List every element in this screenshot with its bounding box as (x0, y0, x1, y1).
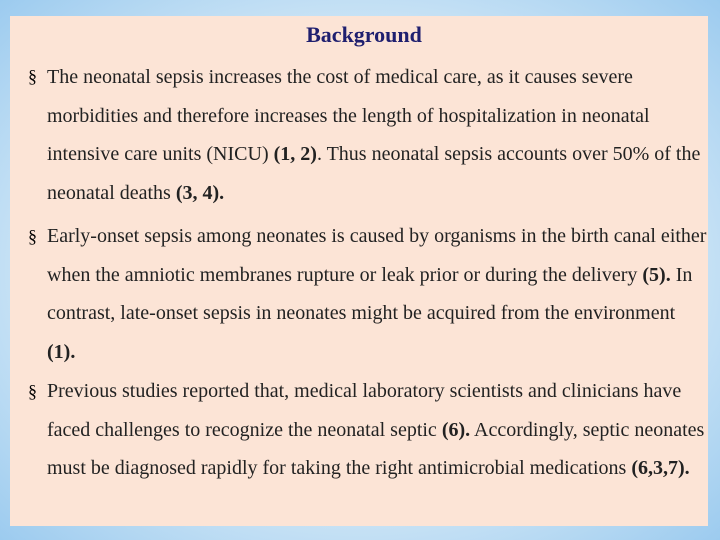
paragraph-text: Early-onset sepsis among neonates is caused by organisms in the birth canal either when the amniotic membranes rupture or leak prior or during the delivery (47, 225, 707, 286)
citation: (6,3,7). (631, 457, 690, 479)
paragraph-text: The neonatal sepsis increases the cost of medical care, as it causes severe morbidities and therefore increases the length of hospitalization in neonatal intensive care units (NICU) (47, 66, 650, 165)
paragraph-text: Previous studies reported that, medical laboratory scientists and clinicians have faced challenges to recognize the neonatal septic (47, 380, 682, 441)
citation: (1, 2) (273, 143, 317, 165)
citation: (1). (47, 340, 76, 363)
paragraph-1 (47, 58, 707, 212)
citation: (5). (642, 263, 671, 286)
paragraph-2 (47, 217, 707, 371)
citation: (6). (441, 418, 471, 441)
bullet-icon: § (28, 381, 37, 401)
slide-title: Background (306, 22, 422, 47)
paragraph-text: Accordingly, septic neonates must be diagnosed rapidly for taking the right antimicrobial medications (47, 418, 705, 479)
bullet-icon: § (28, 226, 37, 246)
citation: (3, 4). (175, 181, 225, 204)
paragraph-text: In contrast, late-onset sepsis in neonates might be acquired from the environment (47, 263, 693, 324)
paragraph-text: . Thus neonatal sepsis accounts over 50% of the neonatal deaths (47, 143, 701, 204)
paragraph-3 (47, 372, 707, 488)
slide (10, 16, 708, 526)
bullet-icon: § (28, 66, 37, 86)
